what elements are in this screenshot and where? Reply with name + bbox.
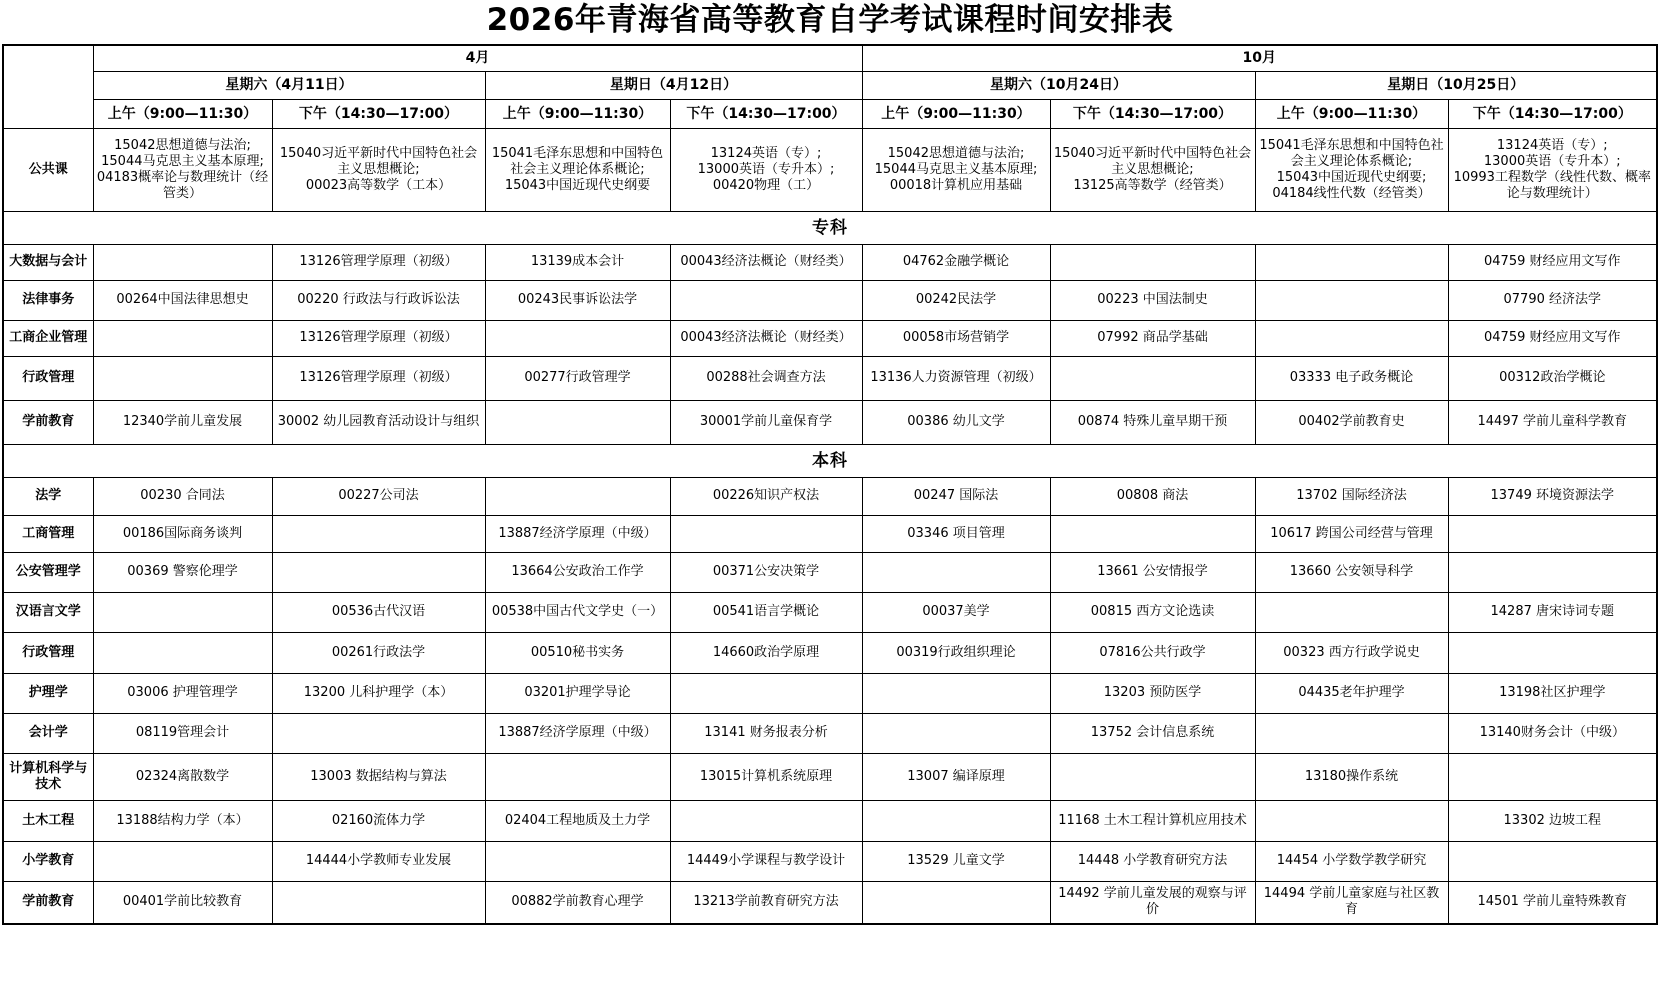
course-cell: 03346 项目管理 (862, 515, 1050, 552)
course-cell (1448, 515, 1657, 552)
major-label: 小学教育 (3, 841, 93, 881)
page-title: 2026年青海省高等教育自学考试课程时间安排表 (486, 2, 1174, 38)
public-course-cell: 13124英语（专）; 13000英语（专升本）; 00420物理（工） (670, 128, 862, 211)
table-row (3, 244, 1657, 280)
course-cell (670, 280, 862, 320)
session-header: 上午（9:00—11:30） (1255, 99, 1448, 128)
major-label: 工商管理 (3, 515, 93, 552)
table-row (3, 841, 1657, 881)
course-cell: 00277行政管理学 (485, 356, 670, 400)
course-cell: 13007 编译原理 (862, 753, 1050, 800)
public-course-cell: 13124英语（专）; 13000英语（专升本）; 10993工程数学（线性代数、概率论与数理统计） (1448, 128, 1657, 211)
course-cell: 00312政治学概论 (1448, 356, 1657, 400)
course-cell: 13660 公安领导科学 (1255, 552, 1448, 592)
course-cell: 00261行政法学 (272, 632, 485, 673)
course-cell (485, 320, 670, 356)
major-label: 行政管理 (3, 632, 93, 673)
course-cell: 13203 预防医学 (1050, 673, 1255, 713)
table-row (3, 673, 1657, 713)
course-cell (485, 477, 670, 515)
course-cell: 04759 财经应用文写作 (1448, 320, 1657, 356)
course-cell: 13887经济学原理（中级） (485, 515, 670, 552)
table-row (3, 552, 1657, 592)
course-cell: 00288社会调查方法 (670, 356, 862, 400)
course-cell: 13141 财务报表分析 (670, 713, 862, 753)
course-cell: 13529 儿童文学 (862, 841, 1050, 881)
course-cell: 00401学前比较教育 (93, 881, 272, 924)
course-cell: 00369 警察伦理学 (93, 552, 272, 592)
course-cell (1448, 841, 1657, 881)
public-course-cell: 15040习近平新时代中国特色社会主义思想概论; 13125高等数学（经管类） (1050, 128, 1255, 211)
course-cell: 00319行政组织理论 (862, 632, 1050, 673)
course-cell: 00882学前教育心理学 (485, 881, 670, 924)
course-cell: 00815 西方文论选读 (1050, 592, 1255, 632)
major-label: 学前教育 (3, 881, 93, 924)
session-header: 上午（9:00—11:30） (93, 99, 272, 128)
course-cell: 13887经济学原理（中级） (485, 713, 670, 753)
public-course-cell: 15042思想道德与法治; 15044马克思主义基本原理; 00018计算机应用基础 (862, 128, 1050, 211)
public-course-cell: 15041毛泽东思想和中国特色社会主义理论体系概论; 15043中国近现代史纲要 (485, 128, 670, 211)
course-cell: 08119管理会计 (93, 713, 272, 753)
course-cell: 00874 特殊儿童早期干预 (1050, 400, 1255, 444)
course-cell (1050, 244, 1255, 280)
major-label: 行政管理 (3, 356, 93, 400)
course-cell: 13188结构力学（本） (93, 800, 272, 841)
course-cell (93, 244, 272, 280)
course-cell: 00058市场营销学 (862, 320, 1050, 356)
course-cell: 13752 会计信息系统 (1050, 713, 1255, 753)
major-label: 法律事务 (3, 280, 93, 320)
course-cell: 04759 财经应用文写作 (1448, 244, 1657, 280)
course-cell: 00037美学 (862, 592, 1050, 632)
course-cell: 00043经济法概论（财经类） (670, 320, 862, 356)
section-title: 专科 (3, 211, 1657, 244)
day-header: 星期六（4月11日） (93, 71, 485, 99)
course-cell: 11168 土木工程计算机应用技术 (1050, 800, 1255, 841)
row-label-public: 公共课 (3, 128, 93, 211)
course-cell (1255, 713, 1448, 753)
public-course-cell: 15042思想道德与法治; 15044马克思主义基本原理; 04183概率论与数理统计（经管类） (93, 128, 272, 211)
course-cell: 14497 学前儿童科学教育 (1448, 400, 1657, 444)
course-cell: 00264中国法律思想史 (93, 280, 272, 320)
course-cell (93, 356, 272, 400)
major-label: 工商企业管理 (3, 320, 93, 356)
course-cell: 13664公安政治工作学 (485, 552, 670, 592)
course-cell: 07992 商品学基础 (1050, 320, 1255, 356)
month-header-october: 10月 (862, 45, 1657, 71)
table-row (3, 515, 1657, 552)
course-cell (1050, 356, 1255, 400)
course-cell (1448, 753, 1657, 800)
course-cell: 00386 幼儿文学 (862, 400, 1050, 444)
course-cell (670, 800, 862, 841)
course-cell: 14449小学课程与教学设计 (670, 841, 862, 881)
course-cell: 07790 经济法学 (1448, 280, 1657, 320)
course-cell: 14444小学教师专业发展 (272, 841, 485, 881)
course-cell: 13139成本会计 (485, 244, 670, 280)
course-cell: 00227公司法 (272, 477, 485, 515)
table-row (3, 477, 1657, 515)
course-cell: 00243民事诉讼法学 (485, 280, 670, 320)
course-cell: 13015计算机系统原理 (670, 753, 862, 800)
course-cell (485, 753, 670, 800)
session-header: 上午（9:00—11:30） (485, 99, 670, 128)
table-row (3, 592, 1657, 632)
table-row (3, 713, 1657, 753)
course-cell (272, 881, 485, 924)
course-cell (862, 800, 1050, 841)
course-cell: 00402学前教育史 (1255, 400, 1448, 444)
day-header: 星期日（4月12日） (485, 71, 862, 99)
course-cell (93, 632, 272, 673)
major-label: 计算机科学与技术 (3, 753, 93, 800)
corner-cell (3, 45, 93, 128)
course-cell (862, 552, 1050, 592)
course-cell: 00541语言学概论 (670, 592, 862, 632)
course-cell: 14494 学前儿童家庭与社区教育 (1255, 881, 1448, 924)
major-label: 汉语言文学 (3, 592, 93, 632)
course-cell (1050, 753, 1255, 800)
course-cell: 00220 行政法与行政诉讼法 (272, 280, 485, 320)
course-cell: 14492 学前儿童发展的观察与评价 (1050, 881, 1255, 924)
course-cell (1255, 244, 1448, 280)
course-cell: 03333 电子政务概论 (1255, 356, 1448, 400)
course-cell: 10617 跨国公司经营与管理 (1255, 515, 1448, 552)
course-cell: 00247 国际法 (862, 477, 1050, 515)
course-cell (485, 400, 670, 444)
course-cell: 13136人力资源管理（初级） (862, 356, 1050, 400)
course-cell (272, 713, 485, 753)
course-cell: 00223 中国法制史 (1050, 280, 1255, 320)
course-cell (272, 552, 485, 592)
course-cell (1255, 320, 1448, 356)
course-cell: 02160流体力学 (272, 800, 485, 841)
course-cell: 13180操作系统 (1255, 753, 1448, 800)
major-label: 公安管理学 (3, 552, 93, 592)
course-cell: 30002 幼儿园教育活动设计与组织 (272, 400, 485, 444)
course-cell: 00536古代汉语 (272, 592, 485, 632)
course-cell: 30001学前儿童保育学 (670, 400, 862, 444)
course-cell (485, 841, 670, 881)
table-row (3, 881, 1657, 924)
table-row (3, 753, 1657, 800)
course-cell (272, 515, 485, 552)
session-header: 下午（14:30—17:00） (1050, 99, 1255, 128)
course-cell: 13126管理学原理（初级） (272, 320, 485, 356)
table-row (3, 320, 1657, 356)
course-cell: 00226知识产权法 (670, 477, 862, 515)
course-cell (93, 841, 272, 881)
course-cell: 00186国际商务谈判 (93, 515, 272, 552)
course-cell: 02324离散数学 (93, 753, 272, 800)
major-label: 学前教育 (3, 400, 93, 444)
day-header: 星期日（10月25日） (1255, 71, 1657, 99)
course-cell: 13213学前教育研究方法 (670, 881, 862, 924)
course-cell (1448, 552, 1657, 592)
public-course-cell: 15041毛泽东思想和中国特色社会主义理论体系概论; 15043中国近现代史纲要; 04184线性代数（经管类） (1255, 128, 1448, 211)
course-cell (1255, 280, 1448, 320)
section-title: 本科 (3, 444, 1657, 477)
course-cell: 03201护理学导论 (485, 673, 670, 713)
day-header: 星期六（10月24日） (862, 71, 1255, 99)
course-cell: 13200 儿科护理学（本） (272, 673, 485, 713)
session-header: 上午（9:00—11:30） (862, 99, 1050, 128)
table-row (3, 280, 1657, 320)
major-label: 护理学 (3, 673, 93, 713)
course-cell: 02404工程地质及土力学 (485, 800, 670, 841)
course-cell (862, 713, 1050, 753)
course-cell: 12340学前儿童发展 (93, 400, 272, 444)
course-cell: 00043经济法概论（财经类） (670, 244, 862, 280)
course-cell: 13749 环境资源法学 (1448, 477, 1657, 515)
major-label: 法学 (3, 477, 93, 515)
course-cell: 00242民法学 (862, 280, 1050, 320)
course-cell: 13126管理学原理（初级） (272, 244, 485, 280)
course-cell: 00510秘书实务 (485, 632, 670, 673)
course-cell: 14501 学前儿童特殊教育 (1448, 881, 1657, 924)
public-course-cell: 15040习近平新时代中国特色社会主义思想概论; 00023高等数学（工本） (272, 128, 485, 211)
course-cell: 00371公安决策学 (670, 552, 862, 592)
course-cell (1255, 592, 1448, 632)
course-cell (670, 673, 862, 713)
course-cell: 00323 西方行政学说史 (1255, 632, 1448, 673)
course-cell (1448, 632, 1657, 673)
course-cell: 04435老年护理学 (1255, 673, 1448, 713)
course-cell: 13661 公安情报学 (1050, 552, 1255, 592)
major-label: 土木工程 (3, 800, 93, 841)
month-header-april: 4月 (93, 45, 862, 71)
course-cell: 00230 合同法 (93, 477, 272, 515)
session-header: 下午（14:30—17:00） (272, 99, 485, 128)
table-row (3, 356, 1657, 400)
course-cell (1050, 515, 1255, 552)
course-cell: 00538中国古代文学史（一） (485, 592, 670, 632)
course-cell: 13198社区护理学 (1448, 673, 1657, 713)
schedule-body (3, 128, 1657, 924)
course-cell (862, 673, 1050, 713)
course-cell: 14660政治学原理 (670, 632, 862, 673)
course-cell: 03006 护理管理学 (93, 673, 272, 713)
course-cell: 14454 小学数学教学研究 (1255, 841, 1448, 881)
major-label: 大数据与会计 (3, 244, 93, 280)
session-header: 下午（14:30—17:00） (1448, 99, 1657, 128)
course-cell: 13003 数据结构与算法 (272, 753, 485, 800)
course-cell: 13702 国际经济法 (1255, 477, 1448, 515)
table-row (3, 632, 1657, 673)
table-row (3, 400, 1657, 444)
course-cell (93, 592, 272, 632)
table-row (3, 800, 1657, 841)
course-cell (670, 515, 862, 552)
course-cell: 00808 商法 (1050, 477, 1255, 515)
course-cell: 13126管理学原理（初级） (272, 356, 485, 400)
course-cell: 04762金融学概论 (862, 244, 1050, 280)
major-label: 会计学 (3, 713, 93, 753)
course-cell (93, 320, 272, 356)
course-cell: 14287 唐宋诗词专题 (1448, 592, 1657, 632)
exam-schedule-table (2, 44, 1658, 925)
course-cell (1255, 800, 1448, 841)
course-cell: 07816公共行政学 (1050, 632, 1255, 673)
course-cell (862, 881, 1050, 924)
session-header: 下午（14:30—17:00） (670, 99, 862, 128)
course-cell: 14448 小学教育研究方法 (1050, 841, 1255, 881)
course-cell: 13140财务会计（中级） (1448, 713, 1657, 753)
course-cell: 13302 边坡工程 (1448, 800, 1657, 841)
